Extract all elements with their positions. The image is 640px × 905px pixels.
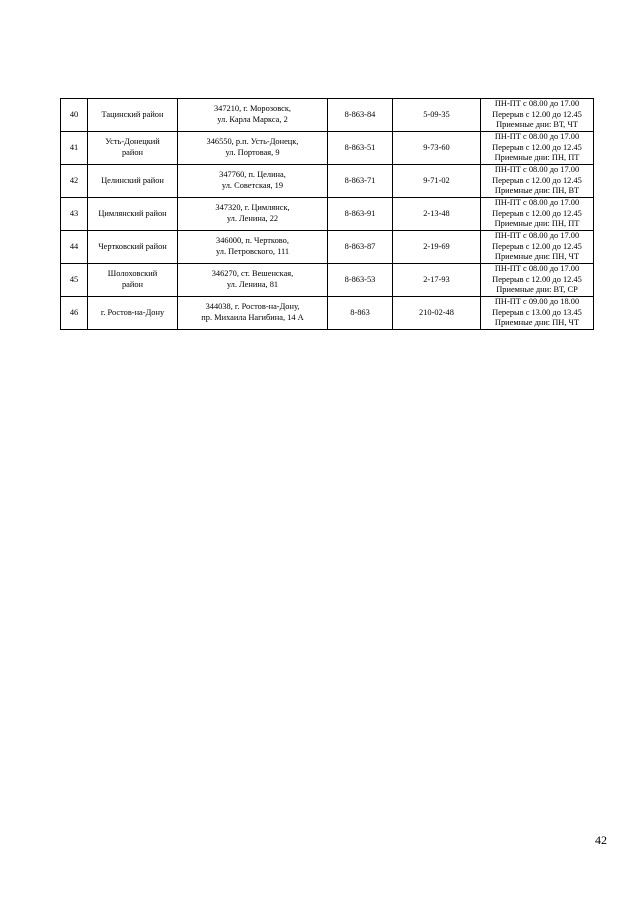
table-row xyxy=(61,297,594,330)
schedule-cell xyxy=(481,132,594,165)
phone-number-cell xyxy=(393,165,481,198)
schedule-line: Перерыв с 12.00 до 12.45 xyxy=(492,175,582,185)
phone-number: 2-17-93 xyxy=(423,274,450,284)
phone-number: 9-71-02 xyxy=(423,175,450,185)
address-line: 344038, г. Ростов-на-Дону, xyxy=(205,302,300,312)
phone-code: 8-863-71 xyxy=(344,175,376,185)
schedule-line: ПН-ПТ с 08.00 до 17.00 xyxy=(494,165,580,175)
district-name-line: Тацинский район xyxy=(101,109,164,119)
phone-code-cell xyxy=(328,132,393,165)
schedule-line: ПН-ПТ с 08.00 до 17.00 xyxy=(494,132,580,142)
district-cell xyxy=(88,132,178,165)
schedule-line: Приемные дни: ПН, ВТ xyxy=(494,186,580,196)
phone-number-cell xyxy=(393,231,481,264)
district-cell xyxy=(88,99,178,132)
address-line: 347760, п. Целина, xyxy=(219,170,286,180)
district-name-line: район xyxy=(121,280,144,289)
phone-code-cell xyxy=(328,99,393,132)
phone-code: 8-863-84 xyxy=(344,109,376,119)
phone-number-cell xyxy=(393,99,481,132)
phone-code: 8-863-87 xyxy=(344,241,376,251)
address-cell xyxy=(178,165,328,198)
address-line: 346270, ст. Вешенская, xyxy=(211,269,294,279)
phone-number: 2-19-69 xyxy=(423,241,450,251)
phone-number: 9-73-60 xyxy=(423,142,450,152)
row-number-cell xyxy=(61,165,88,198)
phone-number: 2-13-48 xyxy=(423,208,450,218)
address-cell xyxy=(178,297,328,330)
address-line: ул. Ленина, 81 xyxy=(226,280,279,289)
schedule-line: Перерыв с 12.00 до 12.45 xyxy=(492,142,582,152)
schedule-line: Приемные дни: ПН, ЧТ xyxy=(494,318,580,328)
row-number-cell xyxy=(61,132,88,165)
district-cell xyxy=(88,297,178,330)
schedule-line: Перерыв с 12.00 до 12.45 xyxy=(492,208,582,218)
schedule-line: Приемные дни: ПН, ПТ xyxy=(494,219,580,229)
table-row xyxy=(61,165,594,198)
row-number: 41 xyxy=(69,142,79,152)
phone-number-cell xyxy=(393,132,481,165)
schedule-line: ПН-ПТ с 08.00 до 17.00 xyxy=(494,99,580,109)
row-number-cell xyxy=(61,264,88,297)
row-number: 44 xyxy=(69,241,79,251)
district-cell xyxy=(88,198,178,231)
table-row xyxy=(61,132,594,165)
phone-number-cell xyxy=(393,297,481,330)
address-cell xyxy=(178,132,328,165)
phone-number: 5-09-35 xyxy=(423,109,450,119)
table-row xyxy=(61,231,594,264)
schedule-line: Перерыв с 13.00 до 13.45 xyxy=(492,307,582,317)
district-name-line: г. Ростов-на-Дону xyxy=(100,307,165,317)
row-number: 45 xyxy=(69,274,79,284)
schedule-cell xyxy=(481,231,594,264)
schedule-line: Перерыв с 12.00 до 12.45 xyxy=(492,241,582,251)
table-row xyxy=(61,198,594,231)
district-cell xyxy=(88,264,178,297)
schedule-line: Приемные дни: ВТ, СР xyxy=(496,285,578,295)
schedule-line: Приемные дни: ПН, ПТ xyxy=(494,153,580,163)
table-row xyxy=(61,99,594,132)
address-line: ул. Петровского, 111 xyxy=(215,247,290,256)
page-number: 42 xyxy=(595,833,607,847)
district-name-line: Целинский район xyxy=(101,175,164,185)
district-name-line: Шолоховский xyxy=(107,269,158,279)
row-number-cell xyxy=(61,297,88,330)
row-number: 40 xyxy=(69,109,79,119)
row-number-cell xyxy=(61,99,88,132)
phone-code-cell xyxy=(328,264,393,297)
address-cell xyxy=(178,99,328,132)
row-number-cell xyxy=(61,231,88,264)
phone-number-cell xyxy=(393,264,481,297)
address-cell xyxy=(178,198,328,231)
address-line: ул. Карла Маркса, 2 xyxy=(217,115,288,124)
address-line: 347320, г. Цимлянск, xyxy=(215,203,290,213)
address-line: 346000, п. Чертково, xyxy=(216,236,289,246)
address-cell xyxy=(178,264,328,297)
phone-code: 8-863-51 xyxy=(344,142,376,152)
schedule-line: ПН-ПТ с 09.00 до 18.00 xyxy=(494,297,580,307)
district-name-line: Чертковский район xyxy=(98,241,167,251)
phone-code: 8-863 xyxy=(350,307,370,317)
address-line: ул. Портовая, 9 xyxy=(225,148,280,157)
address-cell xyxy=(178,231,328,264)
address-line: 347210, г. Морозовск, xyxy=(213,104,292,114)
schedule-line: Приемные дни: ВТ, ЧТ xyxy=(496,120,578,130)
schedule-line: Перерыв с 12.00 до 12.45 xyxy=(492,274,582,284)
schedule-line: ПН-ПТ с 08.00 до 17.00 xyxy=(494,231,580,241)
address-line: 346550, р.п. Усть-Донецк, xyxy=(206,137,299,147)
phone-code: 8-863-53 xyxy=(344,274,376,284)
schedule-cell xyxy=(481,165,594,198)
address-line: пр. Михаила Нагибина, 14 А xyxy=(201,313,304,322)
address-line: ул. Советская, 19 xyxy=(221,181,284,190)
address-line: ул. Ленина, 22 xyxy=(226,214,279,223)
table-row xyxy=(61,264,594,297)
phone-number: 210-02-48 xyxy=(419,307,454,317)
schedule-line: ПН-ПТ с 08.00 до 17.00 xyxy=(494,198,580,208)
table-body xyxy=(61,99,594,330)
row-number: 42 xyxy=(69,175,79,185)
phone-code-cell xyxy=(328,297,393,330)
district-name-line: район xyxy=(121,148,144,157)
schedule-cell xyxy=(481,297,594,330)
phone-code-cell xyxy=(328,198,393,231)
district-cell xyxy=(88,231,178,264)
row-number: 43 xyxy=(69,208,79,218)
phone-number-cell xyxy=(393,198,481,231)
schedule-line: Перерыв с 12.00 до 12.45 xyxy=(492,109,582,119)
phone-code-cell xyxy=(328,231,393,264)
row-number: 46 xyxy=(69,307,79,317)
schedule-cell xyxy=(481,198,594,231)
schedule-cell xyxy=(481,264,594,297)
phone-code: 8-863-91 xyxy=(344,208,376,218)
schedule-cell xyxy=(481,99,594,132)
district-name-line: Цимлянский район xyxy=(98,208,167,218)
schedule-line: Приемные дни: ПН, ЧТ xyxy=(494,252,580,262)
row-number-cell xyxy=(61,198,88,231)
schedule-line: ПН-ПТ с 08.00 до 17.00 xyxy=(494,264,580,274)
phone-code-cell xyxy=(328,165,393,198)
district-cell xyxy=(88,165,178,198)
districts-table xyxy=(60,98,594,330)
district-name-line: Усть-Донецкий xyxy=(105,137,160,147)
